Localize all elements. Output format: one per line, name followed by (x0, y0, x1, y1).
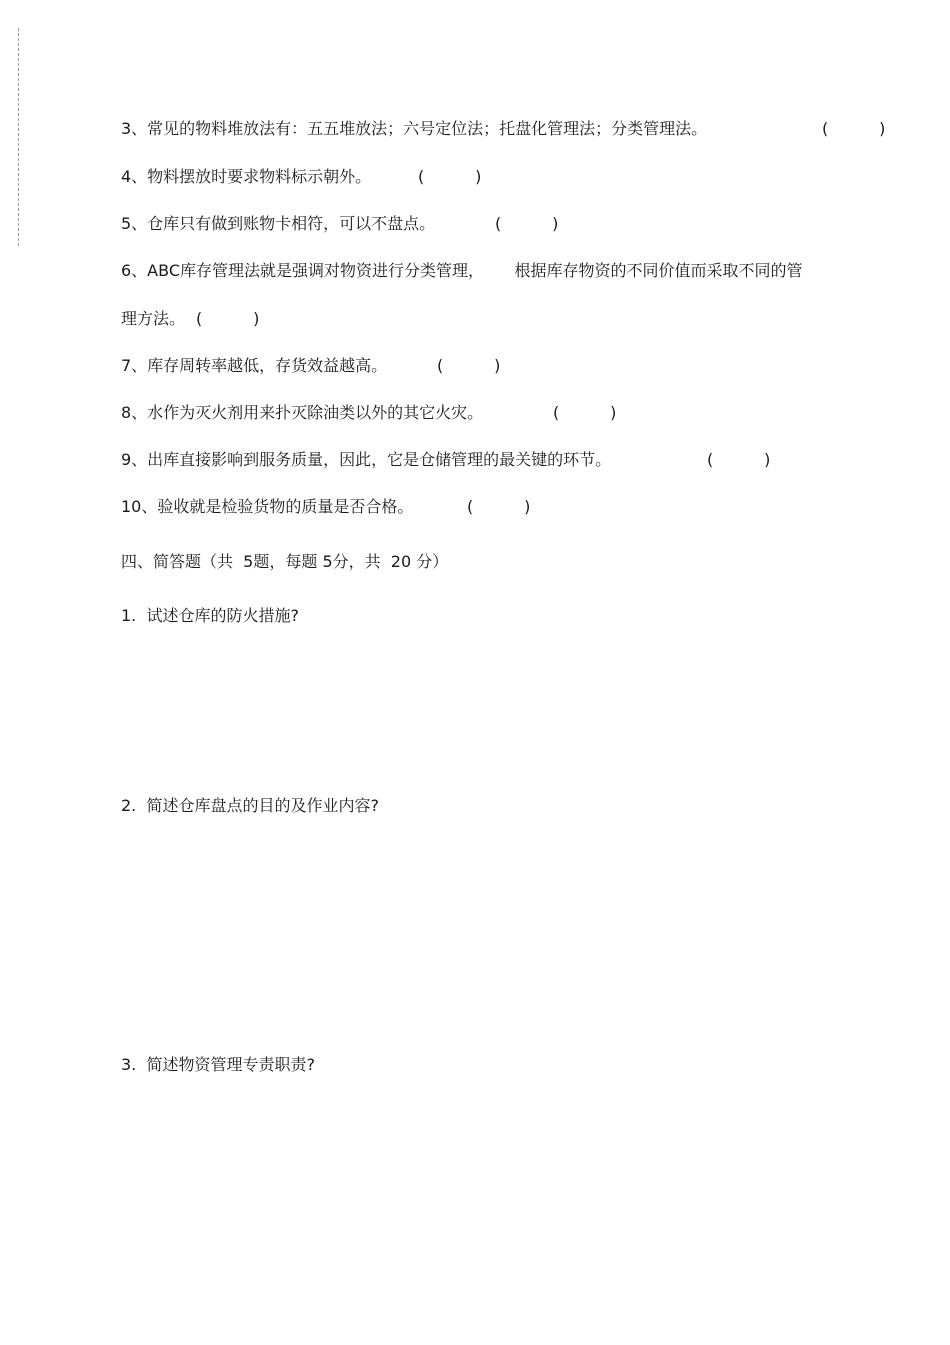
answer-paren-7: ( ) (437, 356, 501, 375)
short-answer-1: 1. 试述仓库的防火措施? (121, 606, 299, 625)
short-answer-3: 3. 简述物资管理专责职责? (121, 1055, 315, 1074)
section-title: 四、简答题（共 5题，每题 5分，共 20 分） (121, 552, 449, 571)
answer-paren-10: ( ) (467, 497, 531, 516)
answer-paren-4: ( ) (418, 167, 482, 186)
question-6-continuation: 理方法。 (121, 309, 186, 328)
question-7: 7、库存周转率越低，存货效益越高。 (121, 356, 388, 375)
answer-paren-8: ( ) (553, 403, 617, 422)
answer-paren-9: ( ) (707, 450, 771, 469)
question-5: 5、仓库只有做到账物卡相符，可以不盘点。 (121, 214, 436, 233)
question-6: 6、ABC库存管理法就是强调对物资进行分类管理， 根据库存物资的不同价值而采取不同的管 (121, 261, 803, 280)
margin-rule (18, 28, 19, 246)
question-3: 3、常见的物料堆放法有：五五堆放法；六号定位法；托盘化管理法；分类管理法。 (121, 119, 708, 138)
question-10: 10、验收就是检验货物的质量是否合格。 (121, 497, 414, 516)
question-9: 9、出库直接影响到服务质量，因此，它是仓储管理的最关键的环节。 (121, 450, 612, 469)
short-answer-2: 2. 简述仓库盘点的目的及作业内容? (121, 796, 379, 815)
question-4: 4、物料摆放时要求物料标示朝外。 (121, 167, 372, 186)
question-8: 8、水作为灭火剂用来扑灭除油类以外的其它火灾。 (121, 403, 484, 422)
answer-paren-3: ( ) (822, 119, 886, 138)
answer-paren-6: ( ) (196, 309, 260, 328)
answer-paren-5: ( ) (495, 214, 559, 233)
